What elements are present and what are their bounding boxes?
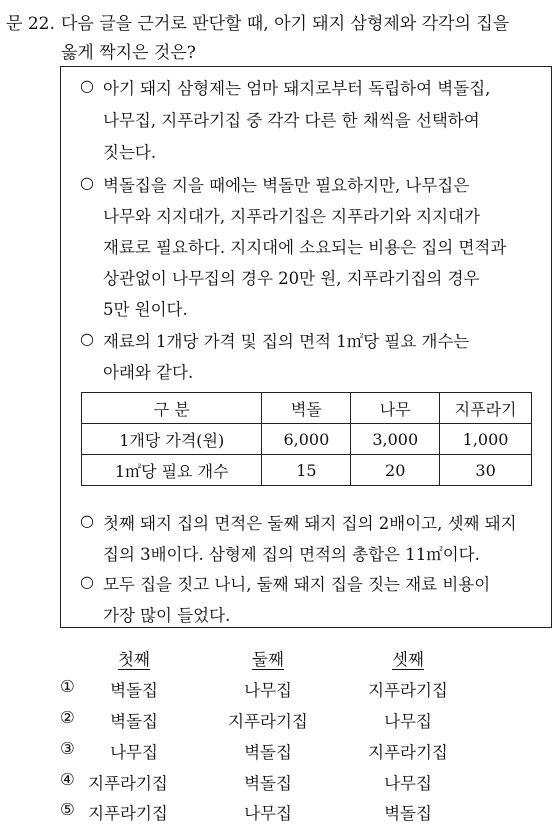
option-second: 벽돌집: [244, 774, 292, 793]
table-row: [82, 455, 532, 486]
table-header-cell: 나무: [351, 393, 440, 424]
passage-line: 나무집, 지푸라기집 중 각각 다른 한 채씩을 선택하여: [103, 111, 480, 130]
bullet: ○: [80, 173, 94, 192]
option-first: 벽돌집: [110, 681, 158, 700]
passage-line: 벽돌집을 지을 때에는 벽돌만 필요하지만, 나무집은: [103, 176, 470, 195]
table-header-cell: 구 분: [82, 393, 262, 424]
table-cell: 15: [262, 455, 351, 486]
passage-line: 집의 3배이다. 삼형제 집의 면적의 총합은 11㎡이다.: [103, 545, 480, 564]
option-second: 나무집: [244, 681, 292, 700]
bullet: ○: [80, 329, 94, 348]
table-cell: 20: [351, 455, 440, 486]
option-marker[interactable]: ⑤: [60, 800, 75, 819]
option-marker[interactable]: ③: [60, 739, 75, 758]
option-marker[interactable]: ①: [60, 677, 75, 696]
table-cell: 30: [440, 455, 532, 486]
option-second: 지푸라기집: [228, 712, 308, 731]
bullet: ○: [80, 511, 94, 530]
question-text-line1: 다음 글을 근거로 판단할 때, 아기 돼지 삼형제와 각각의 집을: [61, 14, 510, 34]
passage-line: 상관없이 나무집의 경우 20만 원, 지푸라기집의 경우: [103, 269, 480, 288]
option-marker[interactable]: ④: [60, 770, 75, 789]
passage-line: 첫째 돼지 집의 면적은 둘째 돼지 집의 2배이고, 셋째 돼지: [103, 514, 517, 533]
passage-line: 재료의 1개당 가격 및 집의 면적 1㎡당 필요 개수는: [103, 332, 470, 351]
answer-header-first: 첫째: [118, 650, 150, 669]
table-cell: 3,000: [351, 424, 440, 455]
table-cell: 1㎡당 필요 개수: [82, 455, 262, 486]
option-first: 지푸라기집: [88, 774, 168, 793]
passage-line: 아래와 같다.: [103, 363, 194, 382]
option-first: 나무집: [110, 743, 158, 762]
passage-line: 가장 많이 들었다.: [103, 606, 231, 625]
option-first: 지푸라기집: [88, 804, 168, 823]
table-cell: 1개당 가격(원): [82, 424, 262, 455]
question-number: 문 22.: [6, 14, 55, 34]
table-cell: 1,000: [440, 424, 532, 455]
option-third: 나무집: [384, 712, 432, 731]
table-cell: 6,000: [262, 424, 351, 455]
table-header-cell: 지푸라기: [440, 393, 532, 424]
passage-line: 재료로 필요하다. 지지대에 소요되는 비용은 집의 면적과: [103, 238, 507, 257]
passage-line: 5만 원이다.: [103, 300, 188, 319]
passage-line: 모두 집을 짓고 나니, 둘째 돼지 집을 짓는 재료 비용이: [103, 575, 491, 594]
option-first: 벽돌집: [110, 712, 158, 731]
question-text-line2: 옳게 짝지은 것은?: [61, 43, 196, 63]
answer-header-third: 셋째: [392, 650, 424, 669]
option-marker[interactable]: ②: [60, 708, 75, 727]
materials-table: [81, 392, 532, 486]
option-third: 벽돌집: [384, 804, 432, 823]
table-row: [82, 424, 532, 455]
table-header-cell: 벽돌: [262, 393, 351, 424]
table-header-row: [82, 393, 532, 424]
bullet: ○: [80, 572, 94, 591]
answer-header-second: 둘째: [252, 650, 284, 669]
passage-line: 아기 돼지 삼형제는 엄마 돼지로부터 독립하여 벽돌집,: [103, 79, 491, 98]
option-third: 지푸라기집: [368, 681, 448, 700]
passage-line: 짓는다.: [103, 143, 157, 162]
option-third: 나무집: [384, 774, 432, 793]
option-third: 지푸라기집: [368, 743, 448, 762]
option-second: 나무집: [244, 804, 292, 823]
bullet: ○: [80, 76, 94, 95]
passage-line: 나무와 지지대가, 지푸라기집은 지푸라기와 지지대가: [103, 207, 480, 226]
option-second: 벽돌집: [244, 743, 292, 762]
